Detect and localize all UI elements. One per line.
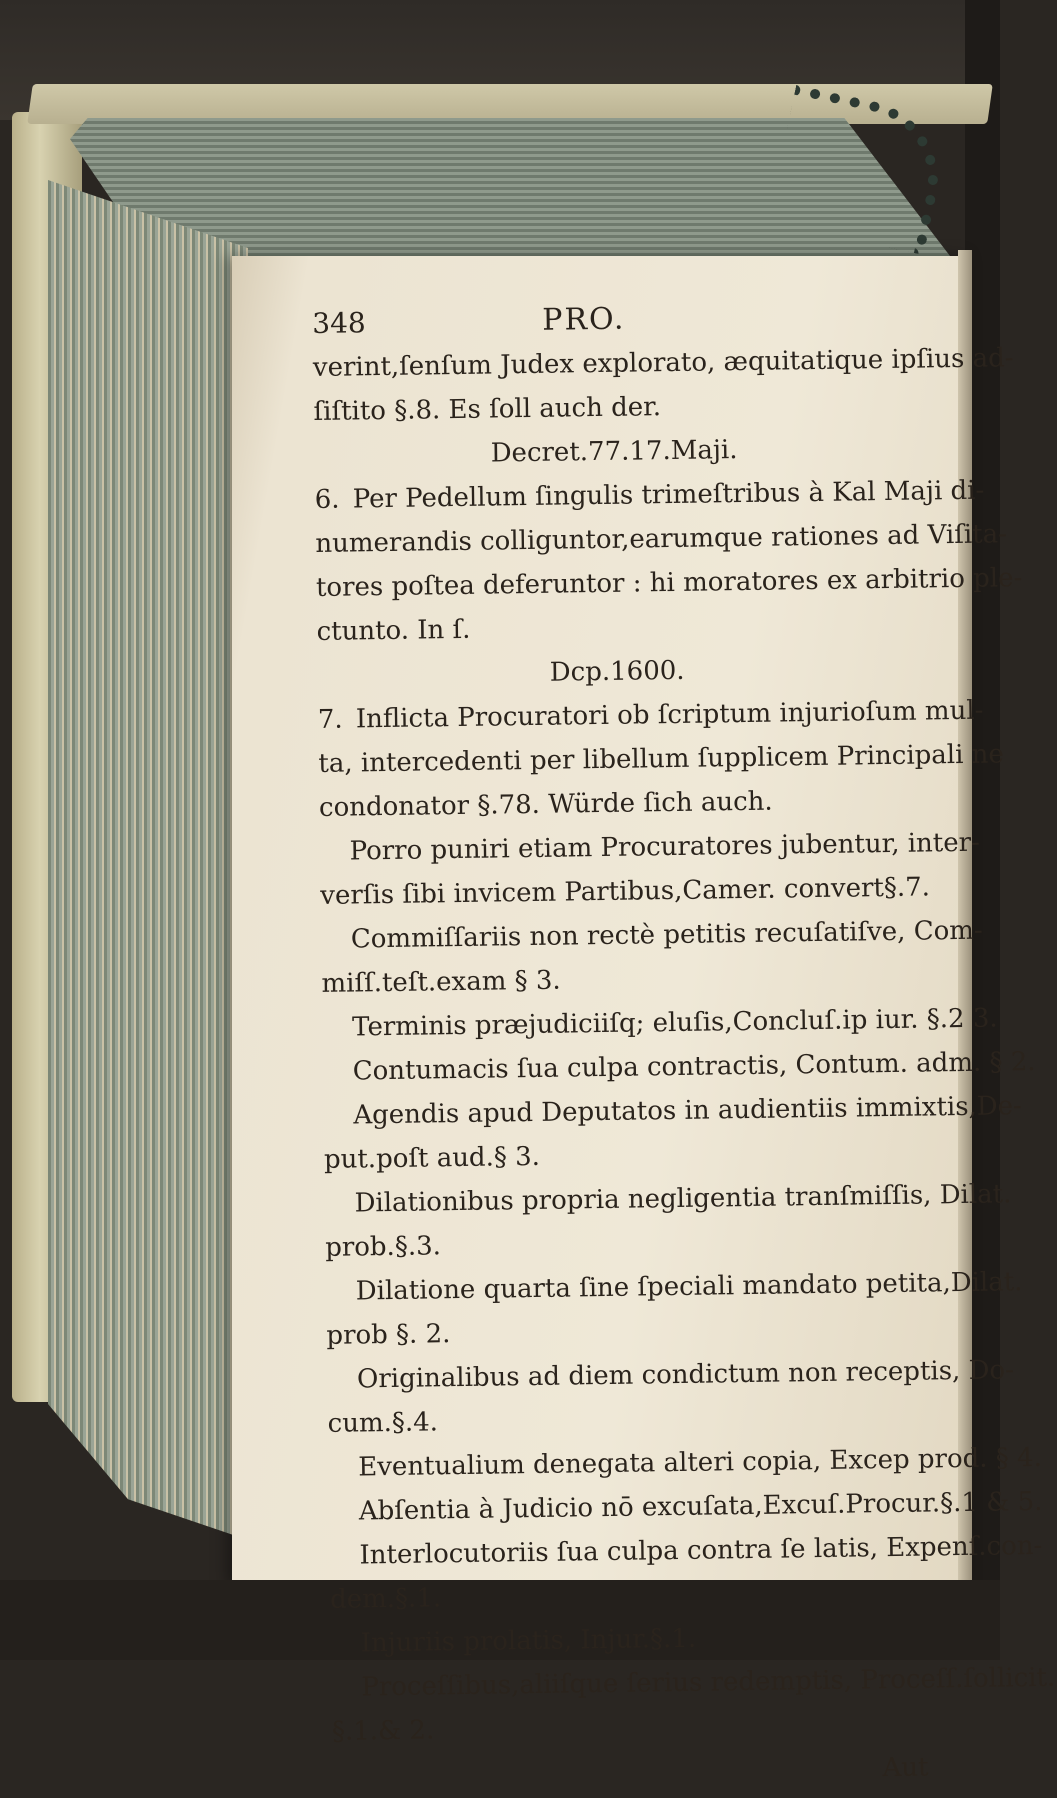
line-text: condonator §.78. Würde ſich auch.	[318, 786, 773, 823]
line-text: Commiſſariis non rectè petitis recuſatiſve, Com-	[350, 915, 983, 955]
line-text: tores poſtea deferuntor : hi moratores ex arbitrio ple-	[315, 563, 1023, 603]
paragraph-number: 7.	[317, 704, 343, 735]
catchword: Aut	[882, 1752, 929, 1784]
text-line	[318, 734, 1005, 786]
text-line	[329, 1526, 1043, 1578]
line-text: ctunto. In ſ.	[316, 614, 471, 647]
line-text: Proceſſibus,aliiſque ſerius redemptis, Proceſſ.ſollicit.	[361, 1662, 1056, 1703]
line-text: prob.§.3.	[324, 1231, 442, 1263]
text-line	[324, 1174, 1012, 1226]
line-text: Decret.77.17.Maji.	[490, 435, 738, 469]
line-text: Injuriis prolatis, Injur.§.1.	[360, 1623, 697, 1659]
text-line	[315, 558, 1023, 610]
line-text: cum.§.4.	[327, 1407, 439, 1439]
line-text: Eventualium denegata alteri copia, Excep prod. § 4.	[358, 1442, 1043, 1483]
page-edges-side	[48, 180, 248, 1540]
page-header	[312, 294, 913, 346]
line-text: Contumacis ſua culpa contractis, Contum. adm. § 2.	[352, 1046, 1036, 1087]
line-text: §.1.& 2.	[331, 1715, 435, 1747]
page-text	[312, 294, 1056, 1798]
page-number: 348	[312, 306, 366, 340]
line-text: Terminis præjudiciiſq; eluſis,Concluſ.ip iur. §.2 3.	[351, 1003, 998, 1043]
text-lines	[312, 338, 1056, 1754]
text-line	[321, 910, 983, 962]
line-text: Dilatione quarta ſine ſpeciali mandato petita,Dilat.	[355, 1267, 1023, 1307]
line-text: dem.§.1.	[329, 1583, 442, 1615]
line-text: Abſentia à Judicio nō excuſata,Excuſ.Procur.§.1 & 5.	[358, 1486, 1043, 1527]
text-line	[326, 1262, 1023, 1314]
text-line	[327, 1350, 1015, 1402]
line-text: ta, intercedenti per libellum ſupplicem Principali ne	[318, 739, 1005, 779]
line-text: Interlocutoriis ſua culpa contra ſe latis, Expenſ.con-	[359, 1530, 1043, 1571]
line-text: Originalibus ad diem condictum non receptis, Do-	[356, 1355, 1015, 1395]
line-text: Inflicta Procuratori ob ſcriptum injurioſum mul-	[355, 695, 984, 735]
line-text: Dcp.1600.	[549, 655, 685, 688]
running-head: PRO.	[542, 301, 626, 338]
line-text: Per Pedellum ſingulis trimeſtribus à Kal Maji di-	[352, 475, 985, 515]
line-text: Porro puniri etiam Procuratores jubentur, inter-	[349, 827, 981, 867]
line-text: Agendis apud Deputatos in audientiis immixtis,De-	[353, 1091, 1023, 1131]
line-text: Dilationibus propria negligentia tranſmiſſis, Dilat.	[354, 1179, 1012, 1219]
line-text: verint,ſenſum Judex explorato, æquitatique ipſius ad-	[312, 343, 1014, 383]
text-line	[312, 338, 1014, 390]
paragraph-number: 6.	[314, 484, 340, 515]
line-text: miſſ.teſt.exam § 3.	[321, 965, 561, 999]
line-text: verſis ſibi invicem Partibus,Camer. convert§.7.	[320, 872, 931, 911]
line-text: put.poſt aud.§ 3.	[323, 1141, 541, 1175]
text-line	[331, 1657, 1056, 1709]
line-text: numerandis colliguntor,earumque rationes ad Viſita-	[315, 519, 1008, 559]
line-text: prob §. 2.	[326, 1319, 451, 1351]
text-line	[323, 1086, 1023, 1138]
line-text: ſiſtito §.8. Es ſoll auch der.	[313, 392, 662, 427]
